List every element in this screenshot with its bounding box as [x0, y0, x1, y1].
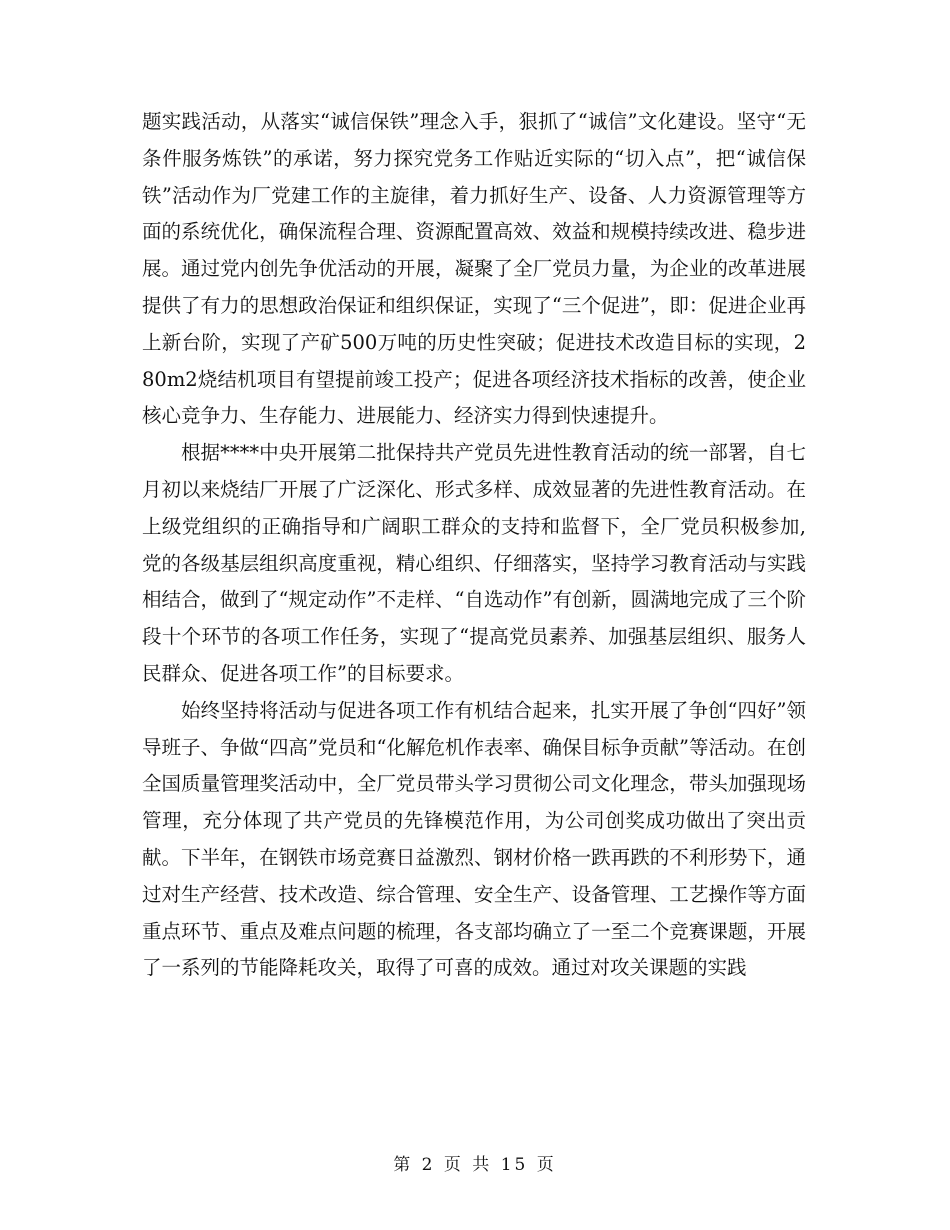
page-number-footer: 第 2 页 共 15 页: [393, 1155, 557, 1175]
paragraph-1: 题实践活动，从落实“诚信保铁”理念入手，狠抓了“诚信”文化建设。坚守“无条件服务炼铁”的承诺，努力探究党务工作贴近实际的“切入点”，把“诚信保铁”活动作为厂党建工作的主旋律，着力抓好生产、设备、人力资源管理等方面的系统优化，确保流程合理、资源配置高效、效益和规模持续改进、稳步进展。通过党内创先争优活动的开展，凝聚了全厂党员力量，为企业的改革进展提供了有力的思想政治保证和组织保证，实现了“三个促进”，即：促进企业再上新台阶，实现了产矿500万吨的历史性突破；促进技术改造目标的实现，280m2烧结机项目有望提前竣工投产；促进各项经济技术指标的改善，使企业核心竞争力、生存能力、进展能力、经济实力得到快速提升。: [142, 110, 806, 428]
document-body: [142, 104, 806, 987]
paragraph-3: 始终坚持将活动与促进各项工作有机结合起来，扎实开展了争创“四好”领导班子、争做“四高”党员和“化解危机作表率、确保目标争贡献”等活动。在创全国质量管理奖活动中，全厂党员带头学习贯彻公司文化理念，带头加强现场管理，充分体现了共产党员的先锋模范作用，为公司创奖成功做出了突出贡献。下半年，在钢铁市场竞赛日益激烈、钢材价格一跌再跌的不利形势下，通过对生产经营、技术改造、综合管理、安全生产、设备管理、工艺操作等方面重点环节、重点及难点问题的梳理，各支部均确立了一至二个竞赛课题，开展了一系列的节能降耗攻关，取得了可喜的成效。通过对攻关课题的实践: [142, 698, 806, 980]
paragraph-2: 根据****中央开展第二批保持共产党员先进性教育活动的统一部署，自七月初以来烧结厂开展了广泛深化、形式多样、成效显著的先进性教育活动。在上级党组织的正确指导和广阔职工群众的支持和监督下，全厂党员积极参加,党的各级基层组织高度重视，精心组织、仔细落实，坚持学习教育活动与实践相结合，做到了“规定动作”不走样、“自选动作”有创新，圆满地完成了三个阶段十个环节的各项工作任务，实现了“提高党员素养、加强基层组织、服务人民群众、促进各项工作”的目标要求。: [142, 441, 806, 685]
